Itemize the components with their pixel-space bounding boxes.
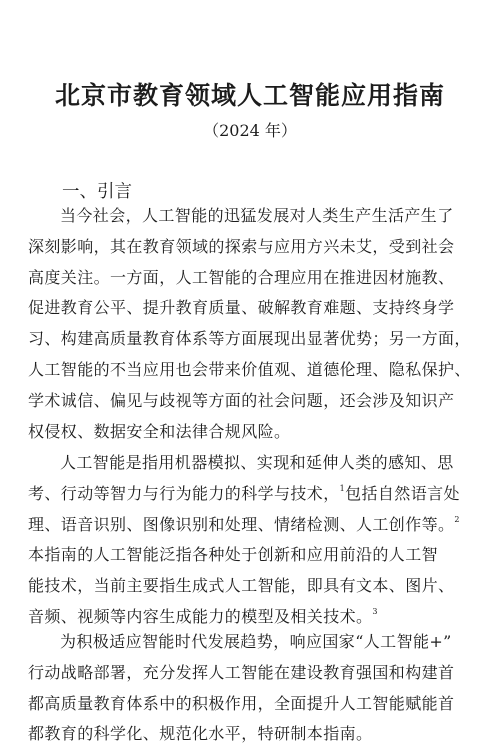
paragraph-line: 为积极适应智能时代发展趋势，响应国家“人工智能+” <box>60 632 452 651</box>
paragraph-line <box>28 510 480 541</box>
paragraph-line: 人工智能是指用机器模拟、实现和延伸人类的感知、思 <box>60 453 454 472</box>
footnote-marker[interactable]: 2 <box>454 514 460 524</box>
paragraph-line: 当今社会，人工智能的迅猛发展对人类生产生活产生了 <box>60 206 454 225</box>
paragraph-definition <box>28 448 480 633</box>
paragraph-line: 都教育的科学化、规范化水平，特研制本指南。 <box>28 724 373 744</box>
paragraph-line: 高度关注。一方面，人工智能的合理应用在推进因材施教、 <box>28 267 455 287</box>
paragraph-line <box>28 479 480 510</box>
paragraph-purpose <box>28 627 480 750</box>
paragraph-line: 深刻影响，其在教育领域的探索与应用方兴未艾，受到社会 <box>28 236 455 256</box>
section-heading: 一、引言 <box>62 182 132 202</box>
paragraph-line: 权侵权、数据安全和法律合规风险。 <box>28 421 291 441</box>
line-text: 考、行动等智力与行为能力的科学与技术， <box>28 483 340 503</box>
paragraph-line: 本指南的人工智能泛指各种处于创新和应用前沿的人工智 <box>28 545 439 565</box>
paragraph-line: 习、构建高质量教育体系等方面展现出显著优势；另一方面， <box>28 329 471 349</box>
paragraph-intro <box>28 201 480 447</box>
paragraph-line: 人工智能的不当应用也会带来价值观、道德伦理、隐私保护、 <box>28 359 471 379</box>
line-text: 理、语音识别、图像识别和处理、情绪检测、人工创作等。 <box>28 514 455 534</box>
footnote-marker[interactable]: 1 <box>339 483 346 493</box>
footnote-marker[interactable]: 3 <box>372 606 378 616</box>
line-text: 音频、视频等内容生成能力的模型及相关技术。 <box>28 606 373 626</box>
line-text: 包括自然语言处 <box>345 483 460 503</box>
paragraph-line: 都高质量教育体系中的积极作用，全面提升人工智能赋能首 <box>28 693 455 713</box>
document-subtitle: （2024 年） <box>203 121 297 140</box>
paragraph-line: 促进教育公平、提升教育质量、破解教育难题、支持终身学 <box>28 298 455 318</box>
paragraph-line: 能技术，当前主要指生成式人工智能，即具有文本、图片、 <box>28 576 455 596</box>
paragraph-line: 学术诚信、偏见与歧视等方面的社会问题，还会涉及知识产 <box>28 390 455 410</box>
paragraph-line: 行动战略部署，充分发挥人工智能在建设教育强国和构建首 <box>28 662 455 682</box>
document-title: 北京市教育领域人工智能应用指南 <box>54 81 445 110</box>
